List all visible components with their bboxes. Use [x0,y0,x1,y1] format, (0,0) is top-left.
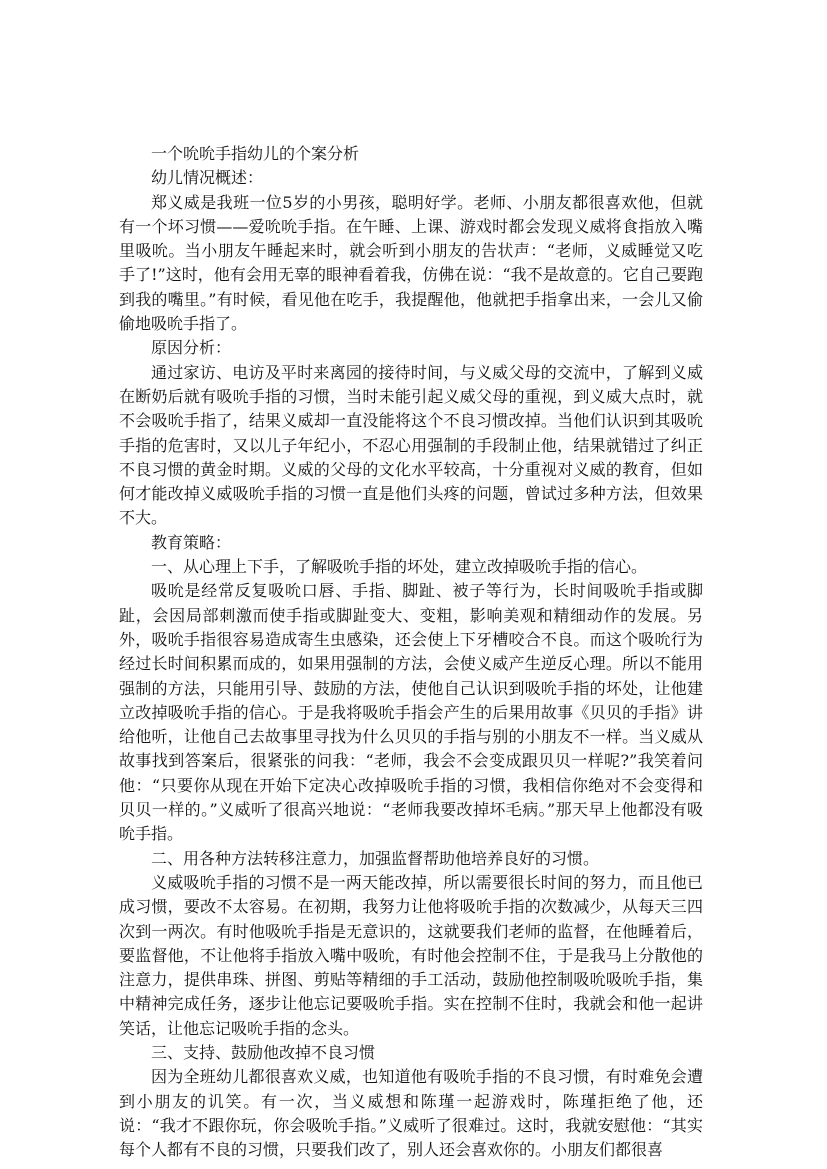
section-heading-strategy: 教育策略： [151,532,232,552]
strategy-heading-2: 二、用各种方法转移注意力，加强监督帮助他培养良好的习惯。 [151,848,600,868]
document-title: 一个吮吮手指幼儿的个案分析 [151,144,360,163]
paragraph-overview: 郑义威是我班一位5岁的小男孩，聪明好学。老师、小朋友都很喜欢他，但就有一个坏习惯——爱吮吮手指。在午睡、上课、游戏时都会发现义威将食指放入嘴里吸吮。当小朋友午睡起来时，就会听到小朋友的告状声：“老师，义威睡觉又吃手了!”这时，他有会用无辜的眼神看着我，仿佛在说：“我不是故意的。它自己要跑到我的嘴里。”有时候，看见他在吃手，我提醒他，他就把手指拿出来，一会儿又偷偷地吸吮手指了。 [119,192,703,334]
strategy-heading-1: 一、从心理上下手，了解吸吮手指的坏处，建立改掉吸吮手指的信心。 [151,557,648,577]
strategy-heading-3: 三、支持、鼓励他改掉不良习惯 [151,1042,376,1062]
paragraph-strategy-3: 因为全班幼儿都很喜欢义威，也知道他有吸吮手指的不良习惯，有时难免会遭到小朋友的讥笑。有一次，当义威想和陈瑾一起游戏时，陈瑾拒绝了他，还说：“我才不跟你玩，你会吸吮手指。”义威听了很难过。这时，我就安慰他：“其实每个人都有不良的习惯，只要我们改了，别人还会喜欢你的。小朋友们都很喜 [119,1067,703,1160]
paragraph-cause: 通过家访、电访及平时来离园的接待时间，与义威父母的交流中，了解到义威在断奶后就有吸吮手指的习惯，当时未能引起义威父母的重视，到义威大点时，就不会吸吮手指了，结果义威却一直没能将这个不良习惯改掉。当他们认识到其吸吮手指的危害时，又以儿子年纪小，不忍心用强制的手段制止他，结果就错过了纠正不良习惯的黄金时期。义威的父母的文化水平较高，十分重视对义威的教育，但如何才能改掉义威吸吮手指的习惯一直是他们头疼的问题，曾试过多种方法，但效果不大。 [119,362,703,528]
paragraph-strategy-1: 吸吮是经常反复吸吮口唇、手指、脚趾、被子等行为，长时间吸吮手指或脚趾，会因局部刺激而使手指或脚趾变大、变粗，影响美观和精细动作的发展。另外，吸吮手指很容易造成寄生虫感染，还会使上下牙槽咬合不良。而这个吸吮行为经过长时间积累而成的，如果用强制的方法，会使义威产生逆反心理。所以不能用强制的方法，只能用引导、鼓励的方法，使他自己认识到吸吮手指的坏处，让他建立改掉吸吮手指的信心。于是我将吸吮手指会产生的后果用故事《贝贝的手指》讲给他听，让他自己去故事里寻找为什么贝贝的手指与别的小朋友不一样。当义威从故事找到答案后，很紧张的问我：“老师，我会不会变成跟贝贝一样呢?”我笑着问他：“只要你从现在开始下定决心改掉吸吮手指的习惯，我相信你绝对不会变得和贝贝一样的。”义威听了很高兴地说：“老师我要改掉坏毛病。”那天早上他都没有吸吮手指。 [119,581,703,844]
section-heading-overview: 幼儿情况概述： [151,168,264,188]
section-heading-cause: 原因分析： [151,338,232,358]
document-page [119,142,703,1162]
paragraph-strategy-2: 义威吸吮手指的习惯不是一两天能改掉，所以需要很长时间的努力，而且他已成习惯，要改不太容易。在初期，我努力让他将吸吮手指的次数减少，从每天三四次到一两次。有时他吸吮手指是无意识的，这就要我们老师的监督，在他睡着后，要监督他，不让他将手指放入嘴中吸吮，有时他会控制不住，于是我马上分散他的注意力，提供串珠、拼图、剪贴等精细的手工活动，鼓励他控制吸吮吸吮手指，集中精神完成任务，逐步让他忘记要吸吮手指。实在控制不住时，我就会和他一起讲笑话，让他忘记吸吮手指的念头。 [119,872,703,1038]
